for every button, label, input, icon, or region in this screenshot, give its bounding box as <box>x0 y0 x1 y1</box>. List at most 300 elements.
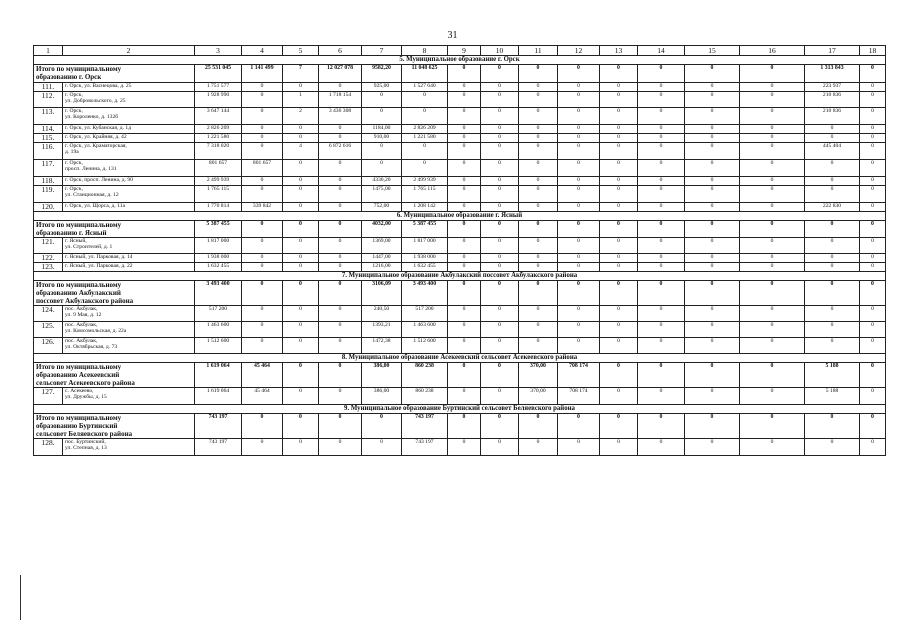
value-cell: 0 <box>448 134 481 143</box>
value-cell: 1 765 115 <box>402 186 448 203</box>
value-cell: 4032,00 <box>362 221 402 238</box>
row-number: 112. <box>34 92 63 108</box>
value-cell: 0 <box>448 254 481 263</box>
section-title: 6. Муниципальное образование г. Ясный <box>34 212 886 221</box>
value-cell: 0 <box>448 238 481 254</box>
value-cell: 0 <box>638 177 685 186</box>
value-cell: 0 <box>242 254 283 263</box>
value-cell: 0 <box>319 322 362 338</box>
value-cell: 0 <box>600 238 638 254</box>
value-cell: 0 <box>860 263 886 272</box>
value-cell: 0 <box>638 92 685 108</box>
value-cell: 0 <box>685 108 740 125</box>
column-header: 17 <box>805 46 860 56</box>
value-cell: 222 830 <box>805 203 860 212</box>
subtotal-label: Итого по муниципальному образованию г. Орск <box>34 65 195 83</box>
value-cell: 910,00 <box>362 134 402 143</box>
value-cell: 0 <box>319 338 362 354</box>
row-number: 123. <box>34 263 63 272</box>
value-cell: 0 <box>860 83 886 92</box>
value-cell: 339 842 <box>242 203 283 212</box>
column-header: 2 <box>63 46 195 56</box>
value-cell: 0 <box>283 186 319 203</box>
value-cell: 0 <box>283 388 319 405</box>
value-cell: 0 <box>805 238 860 254</box>
value-cell: 0 <box>685 83 740 92</box>
value-cell: 0 <box>242 439 283 456</box>
value-cell: 0 <box>319 83 362 92</box>
value-cell: 1 928 990 <box>195 92 242 108</box>
value-cell: 0 <box>805 306 860 322</box>
value-cell: 0 <box>740 125 805 134</box>
value-cell: 0 <box>638 143 685 160</box>
value-cell: 925,00 <box>362 83 402 92</box>
table-row <box>34 177 886 186</box>
value-cell: 0 <box>242 177 283 186</box>
scan-edge-line <box>20 575 21 620</box>
value-cell: 708 174 <box>558 363 600 388</box>
value-cell: 0 <box>805 263 860 272</box>
value-cell: 0 <box>481 263 519 272</box>
column-header: 12 <box>558 46 600 56</box>
value-cell: 0 <box>860 186 886 203</box>
value-cell: 3 493 400 <box>195 281 242 306</box>
value-cell: 0 <box>481 388 519 405</box>
table-row <box>34 143 886 160</box>
row-number: 120. <box>34 203 63 212</box>
row-number: 119. <box>34 186 63 203</box>
value-cell: 0 <box>481 414 519 439</box>
value-cell: 0 <box>860 125 886 134</box>
value-cell: 1 718 154 <box>319 92 362 108</box>
value-cell: 0 <box>740 263 805 272</box>
value-cell: 0 <box>740 177 805 186</box>
value-cell: 0 <box>283 281 319 306</box>
value-cell: 0 <box>638 306 685 322</box>
value-cell: 0 <box>600 92 638 108</box>
value-cell: 0 <box>685 186 740 203</box>
value-cell: 0 <box>519 414 558 439</box>
value-cell: 0 <box>860 92 886 108</box>
value-cell: 0 <box>558 414 600 439</box>
value-cell: 0 <box>319 238 362 254</box>
value-cell: 0 <box>740 186 805 203</box>
value-cell: 0 <box>740 322 805 338</box>
value-cell: 0 <box>283 338 319 354</box>
value-cell: 12 027 078 <box>319 65 362 83</box>
value-cell: 0 <box>558 177 600 186</box>
value-cell: 0 <box>319 363 362 388</box>
value-cell: 0 <box>638 263 685 272</box>
column-header: 7 <box>362 46 402 56</box>
value-cell: 0 <box>860 160 886 177</box>
value-cell: 0 <box>558 143 600 160</box>
value-cell: 0 <box>740 238 805 254</box>
value-cell: 0 <box>362 143 402 160</box>
value-cell: 1 527 640 <box>402 83 448 92</box>
value-cell: 0 <box>685 306 740 322</box>
address-cell: пос. Буртинский, ул. Степная, д. 13 <box>63 439 195 456</box>
value-cell: 0 <box>860 221 886 238</box>
value-cell: 0 <box>600 203 638 212</box>
column-header: 11 <box>519 46 558 56</box>
value-cell: 0 <box>448 92 481 108</box>
value-cell: 0 <box>519 439 558 456</box>
value-cell: 0 <box>638 65 685 83</box>
subtotal-row <box>34 221 886 238</box>
value-cell: 0 <box>558 281 600 306</box>
value-cell: 0 <box>685 65 740 83</box>
value-cell: 5 387 455 <box>195 221 242 238</box>
value-cell: 0 <box>860 134 886 143</box>
value-cell: 0 <box>558 263 600 272</box>
subtotal-row <box>34 281 886 306</box>
value-cell: 0 <box>600 263 638 272</box>
value-cell: 0 <box>740 254 805 263</box>
value-cell: 0 <box>600 160 638 177</box>
value-cell: 0 <box>600 306 638 322</box>
value-cell: 0 <box>283 134 319 143</box>
value-cell: 1475,00 <box>362 186 402 203</box>
value-cell: 1 619 064 <box>195 363 242 388</box>
value-cell: 0 <box>558 306 600 322</box>
value-cell: 0 <box>519 238 558 254</box>
value-cell: 0 <box>685 414 740 439</box>
value-cell: 0 <box>242 414 283 439</box>
value-cell: 0 <box>448 221 481 238</box>
value-cell: 0 <box>805 414 860 439</box>
value-cell: 1 512 600 <box>402 338 448 354</box>
value-cell: 0 <box>481 203 519 212</box>
value-cell: 2 826 209 <box>195 125 242 134</box>
value-cell: 0 <box>685 254 740 263</box>
value-cell: 0 <box>448 143 481 160</box>
value-cell: 3 493 400 <box>402 281 448 306</box>
value-cell: 0 <box>685 338 740 354</box>
value-cell: 210 836 <box>805 92 860 108</box>
value-cell: 0 <box>558 83 600 92</box>
column-header: 6 <box>319 46 362 56</box>
value-cell: 0 <box>740 414 805 439</box>
value-cell: 0 <box>600 186 638 203</box>
subtotal-row <box>34 414 886 439</box>
value-cell: 0 <box>242 108 283 125</box>
value-cell: 0 <box>519 92 558 108</box>
value-cell: 0 <box>242 281 283 306</box>
row-number: 113. <box>34 108 63 125</box>
address-cell: г. Орск, ул. Крайняя, д. 42 <box>63 134 195 143</box>
value-cell: 0 <box>860 254 886 263</box>
value-cell: 1 632 455 <box>195 263 242 272</box>
value-cell: 0 <box>685 160 740 177</box>
column-header: 1 <box>34 46 63 56</box>
value-cell: 0 <box>519 263 558 272</box>
value-cell: 0 <box>519 254 558 263</box>
value-cell: 1 463 600 <box>195 322 242 338</box>
value-cell: 0 <box>600 254 638 263</box>
value-cell: 0 <box>685 125 740 134</box>
value-cell: 386,00 <box>362 363 402 388</box>
value-cell: 0 <box>638 160 685 177</box>
value-cell: 11 048 625 <box>402 65 448 83</box>
value-cell: 0 <box>558 108 600 125</box>
value-cell: 0 <box>600 177 638 186</box>
value-cell: 0 <box>805 338 860 354</box>
value-cell: 0 <box>740 439 805 456</box>
address-cell: г. Ясный, ул. Строителей, д. 1 <box>63 238 195 254</box>
value-cell: 0 <box>740 134 805 143</box>
value-cell: 0 <box>448 108 481 125</box>
row-number: 117. <box>34 160 63 177</box>
value-cell: 0 <box>481 108 519 125</box>
value-cell: 0 <box>283 125 319 134</box>
column-header: 10 <box>481 46 519 56</box>
value-cell: 0 <box>685 134 740 143</box>
column-header: 5 <box>283 46 319 56</box>
address-cell: г. Орск, ул. Станционная, д. 12 <box>63 186 195 203</box>
value-cell: 0 <box>638 388 685 405</box>
value-cell: 0 <box>402 143 448 160</box>
value-cell: 0 <box>600 281 638 306</box>
value-cell: 2 499 939 <box>402 177 448 186</box>
table-row <box>34 160 886 177</box>
value-cell: 0 <box>600 134 638 143</box>
value-cell: 0 <box>448 281 481 306</box>
value-cell: 0 <box>860 363 886 388</box>
value-cell: 0 <box>481 439 519 456</box>
value-cell: 0 <box>481 281 519 306</box>
value-cell: 0 <box>481 221 519 238</box>
column-header: 13 <box>600 46 638 56</box>
row-number: 126. <box>34 338 63 354</box>
address-cell: г. Орск, просп. Ленина, д. 131 <box>63 160 195 177</box>
value-cell: 0 <box>638 108 685 125</box>
value-cell: 1 938 000 <box>195 254 242 263</box>
value-cell: 240,50 <box>362 306 402 322</box>
value-cell: 0 <box>319 186 362 203</box>
section-title: 7. Муниципальное образование Акбулакский поссовет Акбулакского района <box>34 272 886 281</box>
value-cell: 0 <box>805 177 860 186</box>
value-cell: 5 188 <box>805 388 860 405</box>
value-cell: 0 <box>448 203 481 212</box>
subtotal-label: Итого по муниципальному образованию г. Ясный <box>34 221 195 238</box>
value-cell: 4336,20 <box>362 177 402 186</box>
value-cell: 0 <box>319 306 362 322</box>
value-cell: 0 <box>519 186 558 203</box>
value-cell: 0 <box>519 108 558 125</box>
value-cell: 0 <box>638 338 685 354</box>
value-cell: 0 <box>448 160 481 177</box>
value-cell: 370,00 <box>519 388 558 405</box>
value-cell: 0 <box>600 363 638 388</box>
value-cell: 0 <box>242 134 283 143</box>
section-heading-row <box>34 405 886 414</box>
value-cell: 0 <box>558 439 600 456</box>
row-number: 114. <box>34 125 63 134</box>
value-cell: 0 <box>600 414 638 439</box>
value-cell: 3 647 144 <box>195 108 242 125</box>
value-cell: 1393,21 <box>362 322 402 338</box>
value-cell: 0 <box>685 322 740 338</box>
value-cell: 0 <box>519 281 558 306</box>
value-cell: 0 <box>448 414 481 439</box>
table-row <box>34 388 886 405</box>
value-cell: 0 <box>638 203 685 212</box>
value-cell: 0 <box>448 338 481 354</box>
value-cell: 0 <box>740 306 805 322</box>
address-cell: г. Орск, ул. Васнецова, д. 25 <box>63 83 195 92</box>
value-cell: 0 <box>519 221 558 238</box>
value-cell: 1 463 600 <box>402 322 448 338</box>
value-cell: 3106,09 <box>362 281 402 306</box>
value-cell: 0 <box>448 125 481 134</box>
value-cell: 0 <box>402 108 448 125</box>
value-cell: 0 <box>519 125 558 134</box>
value-cell: 0 <box>685 92 740 108</box>
value-cell: 0 <box>558 125 600 134</box>
value-cell: 0 <box>805 254 860 263</box>
value-cell: 0 <box>558 254 600 263</box>
value-cell: 0 <box>319 281 362 306</box>
value-cell: 0 <box>740 83 805 92</box>
value-cell: 0 <box>319 414 362 439</box>
table-row <box>34 322 886 338</box>
value-cell: 0 <box>558 186 600 203</box>
value-cell: 25 531 045 <box>195 65 242 83</box>
column-number-header <box>34 46 886 56</box>
value-cell: 0 <box>638 363 685 388</box>
value-cell: 801 657 <box>242 160 283 177</box>
value-cell: 0 <box>519 134 558 143</box>
value-cell: 4 <box>283 143 319 160</box>
subtotal-row <box>34 65 886 83</box>
value-cell: 0 <box>638 281 685 306</box>
value-cell: 0 <box>805 221 860 238</box>
address-cell: г. Орск, ул. Краматорская, д. 19а <box>63 143 195 160</box>
value-cell: 0 <box>740 160 805 177</box>
value-cell: 223 937 <box>805 83 860 92</box>
value-cell: 0 <box>558 65 600 83</box>
value-cell: 0 <box>860 306 886 322</box>
value-cell: 1 <box>283 92 319 108</box>
table-row <box>34 439 886 456</box>
value-cell: 0 <box>558 203 600 212</box>
column-header: 14 <box>638 46 685 56</box>
value-cell: 0 <box>242 92 283 108</box>
value-cell: 0 <box>600 108 638 125</box>
value-cell: 1 221 580 <box>402 134 448 143</box>
value-cell: 0 <box>638 125 685 134</box>
value-cell: 0 <box>242 338 283 354</box>
value-cell: 0 <box>860 281 886 306</box>
value-cell: 0 <box>319 125 362 134</box>
value-cell: 0 <box>600 439 638 456</box>
value-cell: 1 817 000 <box>195 238 242 254</box>
address-cell: пос. Акбулак, ул. Комсомольская, д. 22а <box>63 322 195 338</box>
value-cell: 0 <box>481 125 519 134</box>
value-cell: 0 <box>519 143 558 160</box>
column-header: 15 <box>685 46 740 56</box>
value-cell: 0 <box>519 338 558 354</box>
value-cell: 0 <box>481 65 519 83</box>
address-cell: пос. Акбулак, ул. 9 Мая, д. 12 <box>63 306 195 322</box>
value-cell: 1472,38 <box>362 338 402 354</box>
value-cell: 0 <box>805 281 860 306</box>
value-cell: 0 <box>519 203 558 212</box>
value-cell: 0 <box>860 177 886 186</box>
value-cell: 45 464 <box>242 388 283 405</box>
column-header: 9 <box>448 46 481 56</box>
value-cell: 517 200 <box>402 306 448 322</box>
value-cell: 1 751 577 <box>195 83 242 92</box>
value-cell: 0 <box>481 177 519 186</box>
table-row <box>34 306 886 322</box>
address-cell: г. Ясный, ул. Парковая, д. 22 <box>63 263 195 272</box>
row-number: 121. <box>34 238 63 254</box>
subtotal-label: Итого по муниципальному образованию Акбулакский поссовет Акбулакского района <box>34 281 195 306</box>
value-cell: 0 <box>283 263 319 272</box>
value-cell: 0 <box>805 322 860 338</box>
value-cell: 0 <box>242 238 283 254</box>
row-number: 128. <box>34 439 63 456</box>
value-cell: 0 <box>558 221 600 238</box>
value-cell: 0 <box>481 160 519 177</box>
value-cell: 2 826 209 <box>402 125 448 134</box>
value-cell: 0 <box>242 125 283 134</box>
value-cell: 0 <box>283 363 319 388</box>
value-cell: 0 <box>685 439 740 456</box>
value-cell: 1447,00 <box>362 254 402 263</box>
value-cell: 0 <box>448 363 481 388</box>
value-cell: 1 770 814 <box>195 203 242 212</box>
address-cell: г. Орск, ул. Добровольского, д. 25 <box>63 92 195 108</box>
table-row <box>34 238 886 254</box>
value-cell: 0 <box>448 177 481 186</box>
row-number: 127. <box>34 388 63 405</box>
value-cell: 1 221 580 <box>195 134 242 143</box>
value-cell: 752,00 <box>362 203 402 212</box>
value-cell: 0 <box>519 322 558 338</box>
value-cell: 210 836 <box>805 108 860 125</box>
table-row <box>34 338 886 354</box>
value-cell: 0 <box>319 203 362 212</box>
column-header: 4 <box>242 46 283 56</box>
value-cell: 0 <box>319 177 362 186</box>
value-cell: 0 <box>519 83 558 92</box>
value-cell: 0 <box>283 160 319 177</box>
table-row <box>34 92 886 108</box>
value-cell: 1 765 115 <box>195 186 242 203</box>
value-cell: 0 <box>362 108 402 125</box>
subtotal-row <box>34 363 886 388</box>
table-row <box>34 108 886 125</box>
value-cell: 1 632 455 <box>402 263 448 272</box>
value-cell: 0 <box>362 160 402 177</box>
value-cell: 0 <box>860 203 886 212</box>
value-cell: 1 938 000 <box>402 254 448 263</box>
value-cell: 0 <box>740 363 805 388</box>
value-cell: 0 <box>638 134 685 143</box>
row-number: 111. <box>34 83 63 92</box>
value-cell: 2 499 939 <box>195 177 242 186</box>
value-cell: 743 197 <box>195 439 242 456</box>
value-cell: 2 <box>283 108 319 125</box>
page-number: 31 <box>447 30 458 41</box>
value-cell: 0 <box>860 338 886 354</box>
value-cell: 708 174 <box>558 388 600 405</box>
value-cell: 386,00 <box>362 388 402 405</box>
column-header: 18 <box>860 46 886 56</box>
